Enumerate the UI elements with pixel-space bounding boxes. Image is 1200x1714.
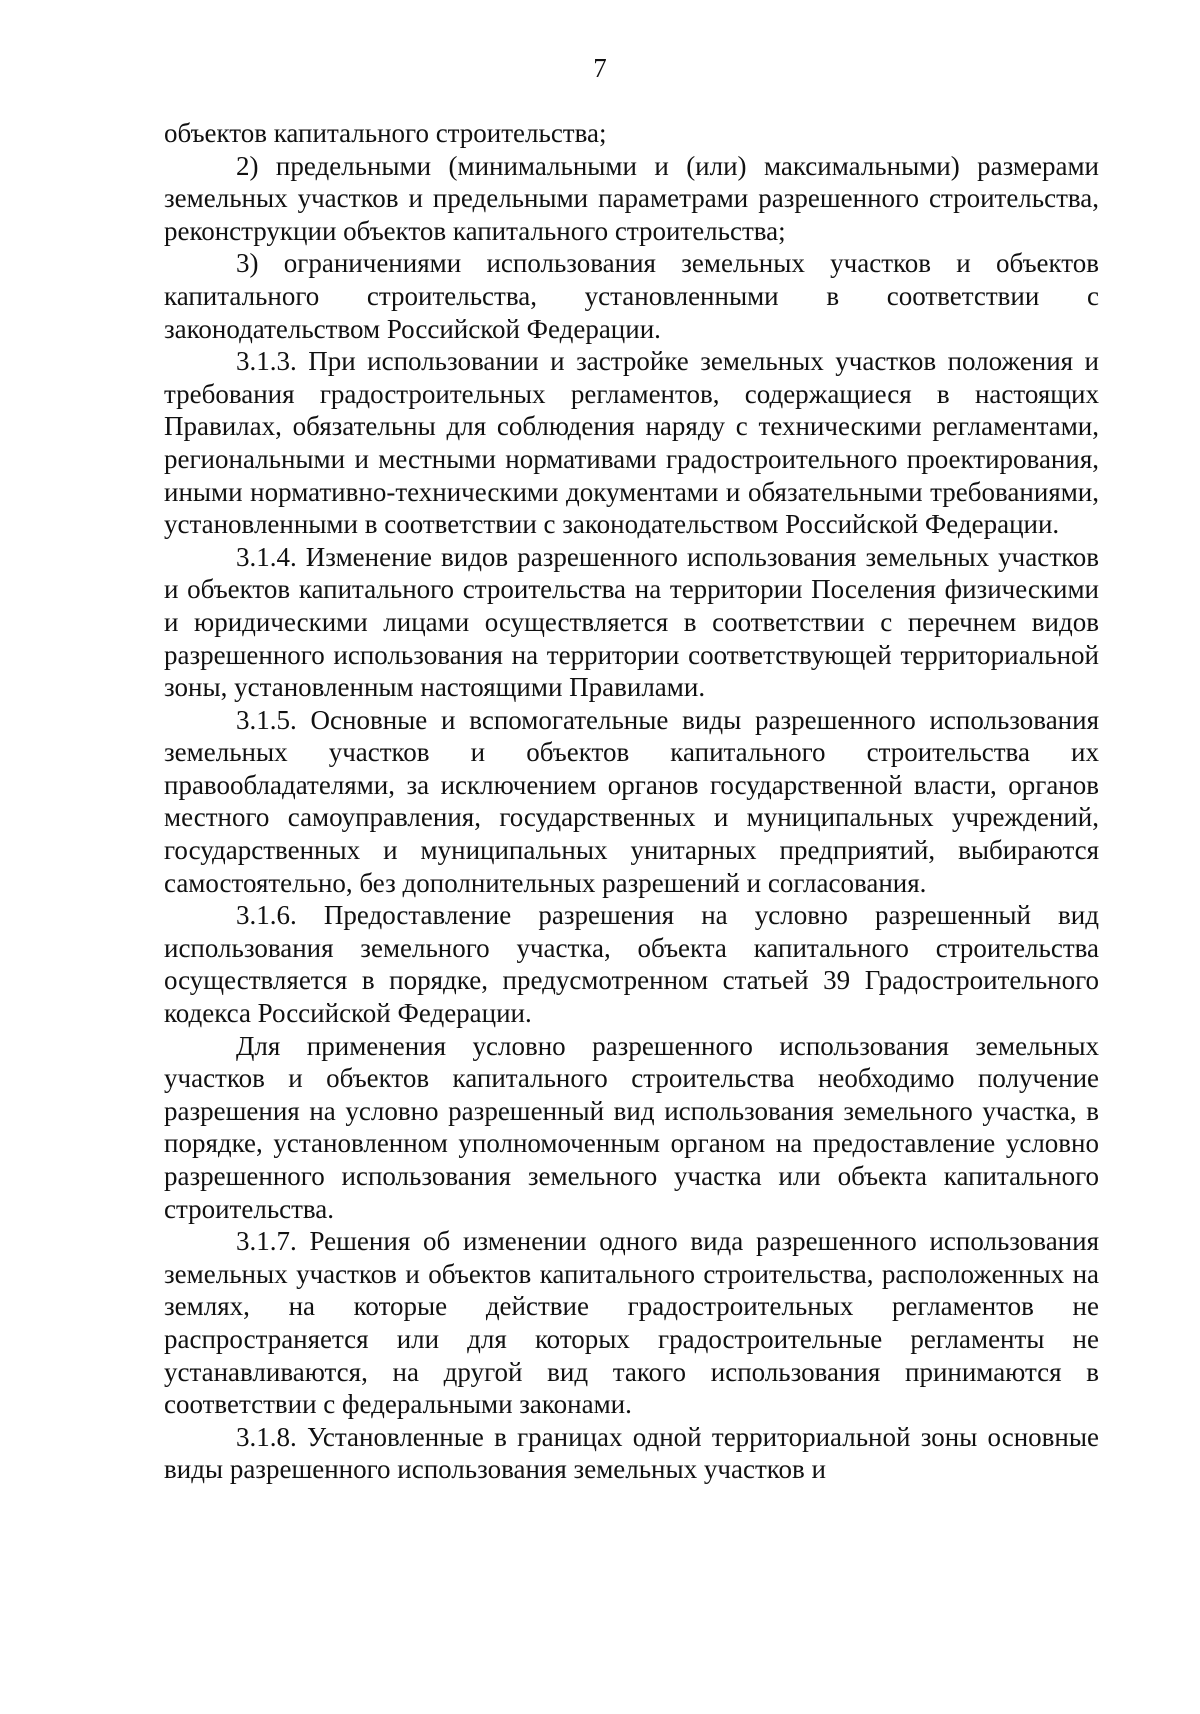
paragraph: 3.1.3. При использовании и застройке земельных участков положения и требования градостроительных регламентов, содержащиеся в настоящих Правилах, обязательны для соблюдения наряду с техническими регламентами, региональными и местными нормативами градостроительного проектирования, иными нормативно-техническими документами и обязательными требованиями, установленными в соответствии с законодательством Российской Федерации. <box>164 346 1099 540</box>
paragraph: 3.1.8. Установленные в границах одной территориальной зоны основные виды разрешенного использования земельных участков и <box>164 1421 1099 1485</box>
page-number: 7 <box>593 53 607 83</box>
paragraph: 3.1.7. Решения об изменении одного вида разрешенного использования земельных участков и объектов капитального строительства, расположенных на землях, на которые действие градостроительных регламентов не распространяется или для которых градостроительные регламенты не устанавливаются, на другой вид такого использования принимаются в соответствии с федеральными законами. <box>164 1226 1099 1420</box>
paragraph: 3.1.4. Изменение видов разрешенного использования земельных участков и объектов капитального строительства на территории Поселения физическими и юридическими лицами осуществляется в соответствии с перечнем видов разрешенного использования на территории соответствующей территориальной зоны, установленным настоящими Правилами. <box>164 541 1099 703</box>
paragraph: 2) предельными (минимальными и (или) максимальными) размерами земельных участков и предельными параметрами разрешенного строительства, реконструкции объектов капитального строительства; <box>164 150 1099 246</box>
document-body <box>164 117 1099 1486</box>
paragraph: Для применения условно разрешенного использования земельных участков и объектов капитального строительства необходимо получение разрешения на условно разрешенный вид использования земельного участка, в порядке, установленном уполномоченным органом на предоставление условно разрешенного использования земельного участка или объекта капитального строительства. <box>164 1030 1099 1224</box>
paragraph: 3) ограничениями использования земельных участков и объектов капитального строительства, установленными в соответствии с законодательством Российской Федерации. <box>164 248 1099 344</box>
paragraph: 3.1.6. Предоставление разрешения на условно разрешенный вид использования земельного участка, объекта капитального строительства осуществляется в порядке, предусмотренном статьей 39 Градостроительного кодекса Российской Федерации. <box>164 900 1099 1029</box>
paragraph: объектов капитального строительства; <box>164 118 607 148</box>
paragraph: 3.1.5. Основные и вспомогательные виды разрешенного использования земельных участков и объектов капитального строительства их правообладателями, за исключением органов государственной власти, органов местного самоуправления, государственных и муниципальных учреждений, государственных и муниципальных унитарных предприятий, выбираются самостоятельно, без дополнительных разрешений и согласования. <box>164 704 1099 898</box>
